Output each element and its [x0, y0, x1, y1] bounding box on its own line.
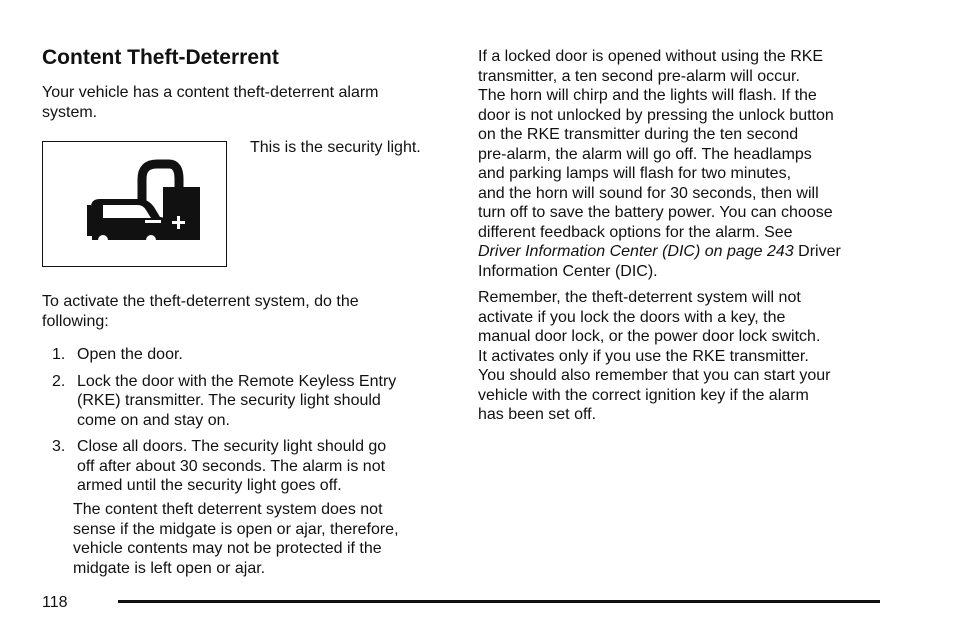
- activate-paragraph: [42, 292, 442, 331]
- paragraph-line: Information Center (DIC).: [478, 262, 658, 280]
- list-item: [52, 372, 452, 431]
- activate-line: To activate the theft-deterrent system, do the: [42, 293, 359, 310]
- paragraph-line: Remember, the theft-deterrent system will not: [478, 289, 801, 306]
- paragraph-line: If a locked door is opened without using the RKE: [478, 48, 824, 65]
- dic-cross-reference-link[interactable]: Driver Information Center (DIC) on page 243: [478, 243, 794, 260]
- step-line: come on and stay on.: [77, 411, 230, 429]
- step-line: Open the door.: [77, 346, 183, 363]
- paragraph-line: and the horn will sound for 30 seconds, then will: [478, 184, 819, 202]
- security-light-figure: [42, 141, 227, 267]
- step-number: 3.: [52, 438, 66, 455]
- step-line: off after about 30 seconds. The alarm is not: [77, 457, 386, 475]
- paragraph-line: has been set off.: [478, 406, 597, 423]
- paragraph-line: transmitter, a ten second pre-alarm will occur.: [478, 67, 800, 85]
- cross-reference-suffix: Driver: [793, 243, 841, 260]
- page-heading: Content Theft-Deterrent: [42, 46, 279, 69]
- note-line: sense if the midgate is open or ajar, therefore,: [73, 520, 399, 538]
- paragraph-line: vehicle with the correct ignition key if the alarm: [478, 386, 809, 404]
- step-line: Close all doors. The security light should go: [77, 438, 387, 455]
- footer-rule: [118, 600, 880, 603]
- note-line: midgate is left open or ajar.: [73, 559, 266, 577]
- paragraph-line: turn off to save the battery power. You can choose: [478, 204, 833, 221]
- paragraph-line: The horn will chirp and the lights will flash. If the: [478, 87, 817, 104]
- intro-paragraph: [42, 83, 442, 122]
- figure-caption: This is the security light.: [250, 139, 421, 156]
- step-number: 1.: [52, 346, 66, 363]
- paragraph-line: pre-alarm, the alarm will go off. The headlamps: [478, 145, 812, 163]
- paragraph-line: You should also remember that you can start your: [478, 367, 831, 384]
- step-line: armed until the security light goes off.: [77, 477, 342, 494]
- paragraph-line: manual door lock, or the power door lock switch.: [478, 328, 821, 345]
- security-light-icon: [43, 142, 228, 268]
- paragraph-line: [478, 242, 898, 262]
- note-line: The content theft deterrent system does not: [73, 501, 383, 518]
- steps-list: [52, 345, 452, 503]
- note-line: vehicle contents may not be protected if the: [73, 540, 382, 557]
- activate-line: following:: [42, 312, 109, 330]
- step-number: 2.: [52, 372, 66, 390]
- step-line: Lock the door with the Remote Keyless Entry: [77, 372, 397, 390]
- list-item: [52, 437, 452, 496]
- page-number: 118: [42, 594, 68, 611]
- reminder-paragraph: [478, 288, 898, 425]
- paragraph-line: on the RKE transmitter during the ten second: [478, 126, 799, 143]
- intro-line: system.: [42, 103, 98, 121]
- midgate-note: [73, 500, 448, 578]
- paragraph-line: different feedback options for the alarm. See: [478, 223, 793, 241]
- list-item: [52, 345, 452, 365]
- paragraph-line: door is not unlocked by pressing the unlock button: [478, 106, 834, 124]
- step-line: (RKE) transmitter. The security light should: [77, 392, 381, 409]
- paragraph-line: It activates only if you use the RKE transmitter.: [478, 347, 809, 365]
- paragraph-line: and parking lamps will flash for two minutes,: [478, 165, 792, 182]
- intro-line: Your vehicle has a content theft-deterrent alarm: [42, 84, 379, 101]
- pre-alarm-paragraph: [478, 47, 898, 281]
- paragraph-line: activate if you lock the doors with a key, the: [478, 308, 786, 326]
